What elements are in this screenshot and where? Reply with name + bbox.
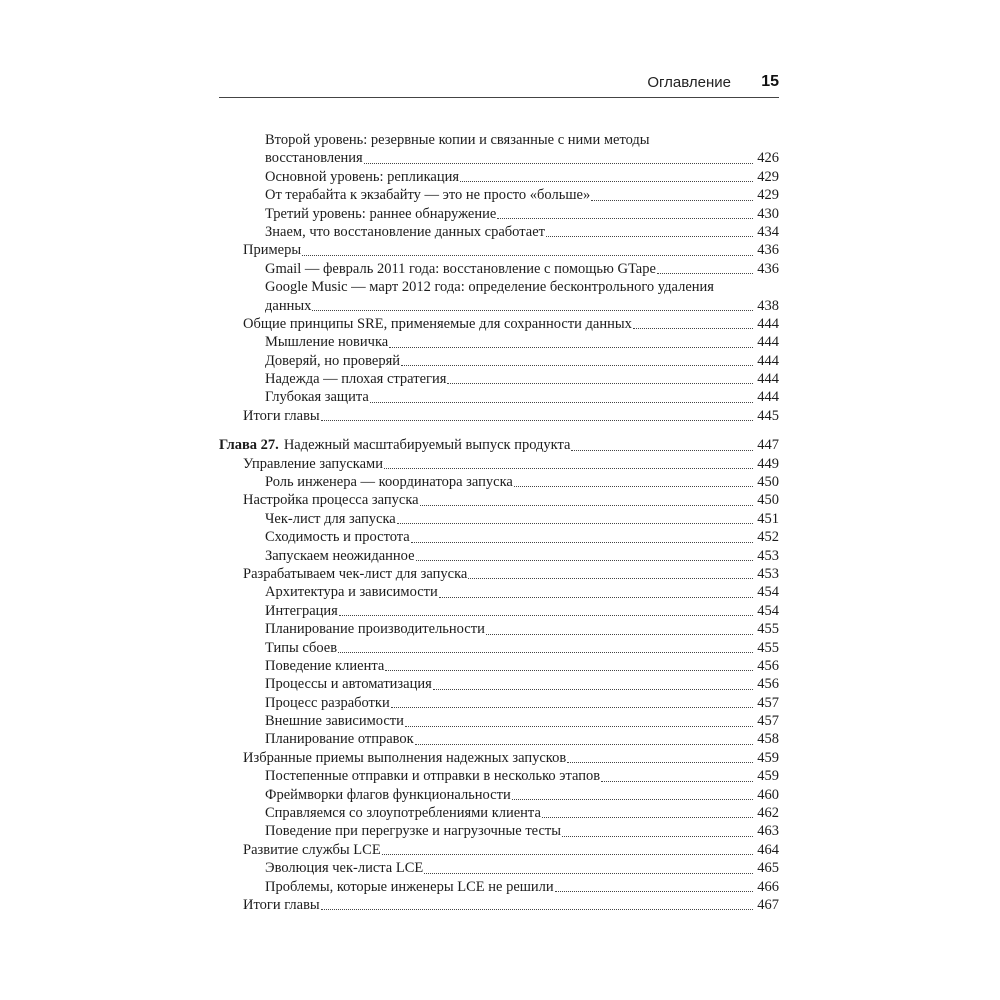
- toc-entry[interactable]: [219, 388, 779, 406]
- toc-entry[interactable]: [219, 333, 779, 351]
- toc-entry-title: Итоги главы: [243, 407, 320, 424]
- toc-entry-title: Общие принципы SRE, применяемые для сохранности данных: [243, 315, 632, 332]
- running-title: Оглавление: [647, 74, 731, 91]
- toc-entry-title: Примеры: [243, 242, 302, 259]
- toc-entry[interactable]: [219, 370, 779, 388]
- toc-entry[interactable]: [219, 675, 779, 693]
- dot-leader: [312, 310, 753, 311]
- dot-leader: [420, 505, 753, 506]
- toc-entry[interactable]: [219, 859, 779, 877]
- toc-entry-title: От терабайта к экзабайту — это не просто «больше»: [265, 187, 591, 204]
- toc-section-previous-chapter: [219, 131, 779, 425]
- toc-entry-title: Итоги главы: [243, 897, 320, 913]
- toc-entry[interactable]: [219, 822, 779, 840]
- toc-entry[interactable]: [219, 315, 779, 333]
- toc-entry-page: 426: [757, 150, 779, 167]
- toc-entry-title: Управление запусками: [243, 455, 383, 472]
- toc-entry-title: Поведение клиента: [265, 657, 385, 674]
- toc-entry-page: 453: [757, 565, 779, 582]
- toc-entry[interactable]: [219, 352, 779, 370]
- toc-entry-page: 454: [757, 602, 779, 619]
- dot-leader: [497, 218, 753, 219]
- toc-entry-title-line1: Google Music — март 2012 года: определение бесконтрольного удаления: [265, 279, 714, 296]
- dot-leader: [370, 402, 753, 403]
- toc-entry-title: Процессы и автоматизация: [265, 676, 432, 693]
- toc-entry[interactable]: [219, 731, 779, 749]
- toc-entry-title: Чек-лист для запуска: [265, 510, 396, 527]
- dot-leader: [339, 615, 753, 616]
- toc-entry-title: Разрабатываем чек-лист для запуска: [243, 565, 468, 582]
- toc-entry-title: Постепенные отправки и отправки в несколько этапов: [265, 768, 601, 785]
- toc-entry-page: 450: [757, 492, 779, 509]
- toc-entry-page: 452: [757, 529, 779, 546]
- toc-entry[interactable]: [219, 602, 779, 620]
- toc-entry-title: Справляемся со злоупотреблениями клиента: [265, 805, 541, 822]
- dot-leader: [424, 873, 753, 874]
- toc-entry-title: Интеграция: [265, 602, 338, 619]
- toc-entry-page: 430: [757, 205, 779, 222]
- toc-entry-title: Развитие службы LCE: [243, 841, 381, 858]
- dot-leader: [439, 597, 753, 598]
- toc-entry-title: Проблемы, которые инженеры LCE не решили: [265, 878, 554, 895]
- toc-entry-title: Фреймворки флагов функциональности: [265, 786, 511, 803]
- dot-leader: [391, 707, 753, 708]
- toc-entry-title: Процесс разработки: [265, 694, 390, 711]
- toc-entry-page: 453: [757, 547, 779, 564]
- dot-leader: [338, 652, 753, 653]
- dot-leader: [460, 181, 753, 182]
- toc-entry[interactable]: [219, 278, 779, 315]
- toc-entry-page: 457: [757, 713, 779, 730]
- toc-entry-page: 462: [757, 805, 779, 822]
- toc-entry[interactable]: [219, 205, 779, 223]
- dot-leader: [321, 909, 753, 910]
- toc-entry-page: 436: [757, 242, 779, 259]
- toc-entry-title: Знаем, что восстановление данных сработает: [265, 223, 545, 240]
- toc-entry-page: 465: [757, 860, 779, 877]
- toc-entry[interactable]: [219, 767, 779, 785]
- toc-entry-page: 434: [757, 223, 779, 240]
- dot-leader: [401, 365, 753, 366]
- toc-entry-title: Типы сбоев: [265, 639, 338, 656]
- toc-entry-page: 444: [757, 352, 779, 369]
- page-number: 15: [761, 73, 779, 90]
- toc-entry-page: 438: [757, 297, 779, 314]
- toc-entry[interactable]: [219, 510, 779, 528]
- toc-entry[interactable]: [219, 804, 779, 822]
- dot-leader: [571, 450, 753, 451]
- toc-entry-page: 464: [757, 841, 779, 858]
- dot-leader: [416, 560, 753, 561]
- dot-leader: [385, 670, 753, 671]
- toc-entry-page: 455: [757, 621, 779, 638]
- table-of-contents: [219, 131, 779, 914]
- toc-entry[interactable]: [219, 473, 779, 491]
- dot-leader: [512, 799, 753, 800]
- toc-entry[interactable]: [219, 639, 779, 657]
- toc-entry-page: 429: [757, 168, 779, 185]
- dot-leader: [468, 578, 753, 579]
- toc-entry-title: Доверяй, но проверяй: [265, 352, 401, 369]
- toc-entry[interactable]: [219, 694, 779, 712]
- toc-entry-page: 436: [757, 260, 779, 277]
- toc-entry-title: Запускаем неожиданное: [265, 547, 415, 564]
- toc-entry-page: 456: [757, 657, 779, 674]
- toc-entry[interactable]: [219, 407, 779, 425]
- toc-entry-title: Архитектура и зависимости: [265, 584, 438, 601]
- toc-entry[interactable]: [219, 786, 779, 804]
- toc-entry[interactable]: [219, 620, 779, 638]
- toc-entry[interactable]: [219, 455, 779, 473]
- toc-entry-page: 466: [757, 878, 779, 895]
- dot-leader: [447, 383, 753, 384]
- toc-entry-title: Внешние зависимости: [265, 713, 404, 730]
- toc-entry-title: Мышление новичка: [265, 334, 389, 351]
- toc-entry-page: 456: [757, 676, 779, 693]
- toc-entry-title-line1: Второй уровень: резервные копии и связанные с ними методы: [265, 132, 650, 148]
- toc-entry-title: Третий уровень: раннее обнаружение: [265, 205, 497, 222]
- dot-leader: [514, 486, 753, 487]
- dot-leader: [405, 726, 753, 727]
- toc-entry[interactable]: [219, 260, 779, 278]
- toc-entry-title: Основной уровень: репликация: [265, 168, 460, 185]
- toc-entry[interactable]: [219, 186, 779, 204]
- toc-entry[interactable]: [219, 896, 779, 914]
- dot-leader: [601, 781, 753, 782]
- dot-leader: [567, 762, 753, 763]
- toc-entry-page: 444: [757, 371, 779, 388]
- toc-entry-page: 449: [757, 455, 779, 472]
- dot-leader: [411, 542, 753, 543]
- toc-entry-page: 457: [757, 694, 779, 711]
- toc-entry[interactable]: [219, 841, 779, 859]
- chapter-label: Глава 27.: [219, 437, 279, 454]
- toc-entry-page: 451: [757, 510, 779, 527]
- toc-entry-title: Планирование отправок: [265, 731, 414, 748]
- dot-leader: [389, 347, 753, 348]
- dot-leader: [397, 523, 753, 524]
- dot-leader: [633, 328, 753, 329]
- toc-entry-page: 450: [757, 474, 779, 491]
- toc-entry-title: Эволюция чек-листа LCE: [265, 860, 424, 877]
- dot-leader: [486, 634, 753, 635]
- toc-entry[interactable]: [219, 749, 779, 767]
- toc-entry-page: 455: [757, 639, 779, 656]
- dot-leader: [542, 817, 753, 818]
- dot-leader: [555, 891, 753, 892]
- toc-entry-page: 459: [757, 749, 779, 766]
- toc-entry[interactable]: [219, 583, 779, 601]
- toc-entry[interactable]: [219, 547, 779, 565]
- dot-leader: [415, 744, 753, 745]
- dot-leader: [433, 689, 753, 690]
- toc-entry[interactable]: [219, 241, 779, 259]
- dot-leader: [591, 200, 753, 201]
- toc-entry[interactable]: [219, 528, 779, 546]
- toc-entry[interactable]: [219, 168, 779, 186]
- toc-entry-page: 444: [757, 389, 779, 406]
- toc-entry-title: Надежда — плохая стратегия: [265, 371, 447, 388]
- chapter-title: Надежный масштабируемый выпуск продукта: [283, 437, 571, 454]
- toc-entry[interactable]: [219, 565, 779, 583]
- toc-entry-title-line2: восстановления: [265, 150, 363, 167]
- toc-entry[interactable]: [219, 878, 779, 896]
- toc-entry-page: 463: [757, 823, 779, 840]
- toc-entry-title: Настройка процесса запуска: [243, 492, 419, 509]
- toc-entry-title: Gmail — февраль 2011 года: восстановление с помощью GTape: [265, 260, 656, 277]
- toc-entry[interactable]: [219, 223, 779, 241]
- dot-leader: [384, 468, 753, 469]
- toc-chapter-heading[interactable]: [219, 436, 779, 454]
- toc-entry-page: 444: [757, 334, 779, 351]
- toc-entry[interactable]: [219, 491, 779, 509]
- toc-entry-page: 460: [757, 786, 779, 803]
- toc-entry-title-line2: данных: [265, 297, 312, 314]
- toc-entry[interactable]: [219, 131, 779, 168]
- toc-entry-title: Поведение при перегрузке и нагрузочные тесты: [265, 823, 561, 840]
- dot-leader: [302, 255, 753, 256]
- toc-entry-page: 445: [757, 407, 779, 424]
- dot-leader: [546, 236, 753, 237]
- toc-entry-page: 454: [757, 584, 779, 601]
- dot-leader: [562, 836, 753, 837]
- toc-entry-title: Избранные приемы выполнения надежных запусков: [243, 749, 567, 766]
- dot-leader: [382, 854, 753, 855]
- toc-entry-page: 467: [757, 897, 779, 913]
- dot-leader: [321, 420, 753, 421]
- dot-leader: [364, 163, 753, 164]
- toc-entry-title: Роль инженера — координатора запуска: [265, 474, 513, 491]
- toc-section-chapter-27: [219, 455, 779, 915]
- toc-entry-page: 444: [757, 315, 779, 332]
- toc-entry-title: Глубокая защита: [265, 389, 369, 406]
- toc-entry[interactable]: [219, 657, 779, 675]
- toc-entry-page: 429: [757, 187, 779, 204]
- chapter-page-number: 447: [757, 437, 779, 454]
- toc-entry-title: Планирование производительности: [265, 621, 485, 638]
- toc-entry[interactable]: [219, 712, 779, 730]
- dot-leader: [657, 273, 753, 274]
- toc-entry-title: Сходимость и простота: [265, 529, 410, 546]
- toc-entry-page: 458: [757, 731, 779, 748]
- page-header: [219, 71, 779, 98]
- toc-entry-page: 459: [757, 768, 779, 785]
